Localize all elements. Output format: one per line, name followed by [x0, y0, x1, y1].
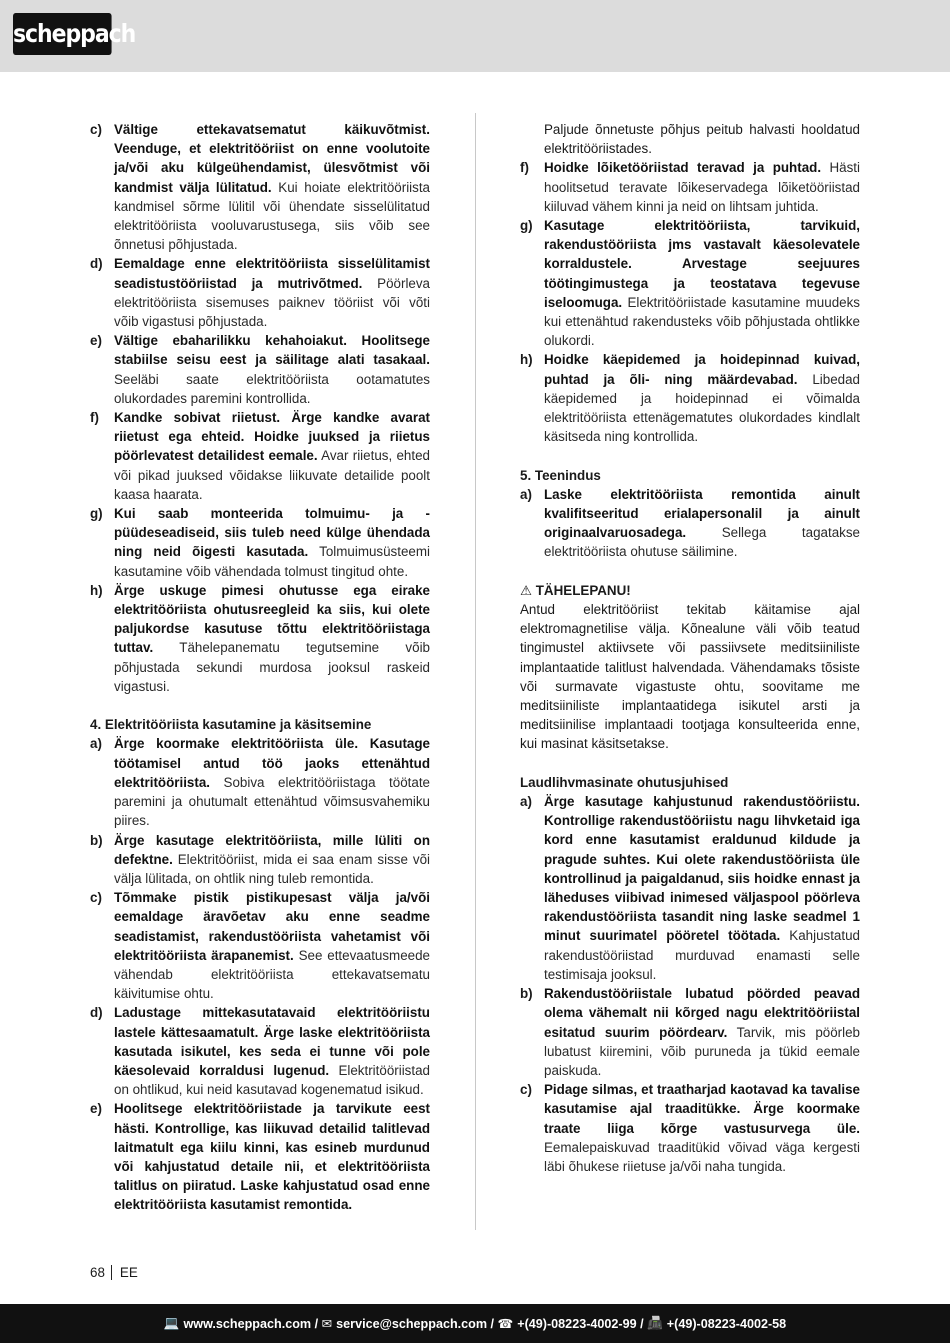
list-item: [90, 408, 430, 504]
item-body: [114, 120, 430, 254]
item-text: Pöörleva elektritööriista sisemuses paiknev tööriist või võti võib vigastusi põhjustada.: [114, 275, 431, 330]
item-label: c): [90, 122, 102, 137]
item-bold-text: Vältige ettekavatsematut käikuvõtmist. Veenduge, et elektritööriist on enne voolutoite ja/või aku külgeühendamist, ülesvõtmist või kandmist välja lülitatud.: [114, 122, 430, 195]
item-bold-text: Hoidke käepidemed ja hoidepinnad kuivad, puhtad ja õli- ning määrdevabad.: [544, 352, 860, 387]
item-body: [544, 485, 860, 562]
item-label: d): [90, 1005, 103, 1021]
item-text: Libedad käepidemed ja hoidepinnad ei võimalda elektritööriista ettenägematutes olukordades kindlalt käsitseda ning kontrollida.: [544, 371, 860, 445]
item-body: [114, 1003, 430, 1099]
warning-text: Antud elektritööriist tekitab käitamise ajal elektromagnetilise välja. Kõnealune väli võib teatud tingimustel aktiivsete või passiivsete meditsiiniliste implantaatide talitlust halvendada. Vähendamaks tõsiste või surmavate vigastuste ohtu, soovitame me meditsiiniliste implantaatidega isikutel arsti ja meditsiinilise implantaadi tootjaga konsulteerida enne, kui masinat käsitsetakse.: [520, 602, 860, 752]
item-label: g): [90, 506, 103, 522]
item-text: Eemalepaiskuvad traaditükid võivad väga kergesti läbi õhukese riietuse ja/või naha tungida.: [544, 1139, 860, 1174]
item-bold-text: Tõmmake pistik pistikupesast välja ja/või eemaldage äravõetav aku enne seadme seadistamist, rakendustööriista vahetamist või elektritööriista ärapanemist.: [114, 890, 430, 963]
item-text: Tolmuimusüsteemi kasutamine võib vähendada tolmust tingitud ohte.: [114, 544, 430, 579]
item-bold-text: Ärge kasutage elektritööriista, mille lüliti on defektne.: [114, 832, 430, 867]
list-item: [90, 888, 430, 1003]
fax-icon: 📠: [647, 1316, 663, 1330]
item-text: See ettevaatusmeede vähendab elektritööriista ettekavatsematu käivitumise ohtu.: [114, 947, 430, 1002]
item-bold-text: Ärge koormake elektritööriista üle. Kasutage töötamisel antud töö jaoks ettenähtud elektritööriista.: [114, 736, 430, 790]
column-divider: [475, 113, 476, 1230]
footer-email[interactable]: service@scheppach.com /: [336, 1316, 495, 1331]
footer-website[interactable]: www.scheppach.com /: [183, 1316, 319, 1331]
item-body: [114, 254, 430, 331]
list-item: [90, 331, 430, 408]
list-item: [90, 734, 430, 830]
item-bold-text: Ärge uskuge pimesi ohutusse ega eirake elektritööriista ohutusreegleid ka siis, kui olete paljukordse kasutuse tõttu elektritööriistaga tuttav.: [114, 582, 430, 656]
list-item: [90, 504, 430, 581]
item-bold-text: Vältige ebaharilikku kehahoiakut. Hoolitsege stabiilse seisu eest ja säilitage alati tasakaal.: [114, 333, 430, 368]
item-label: h): [90, 582, 103, 598]
page-number-separator: [111, 1265, 112, 1280]
mail-icon: ✉: [321, 1317, 333, 1331]
continuation-text: Paljude õnnetuste põhjus peitub halvasti hooldatud elektritööriistades.: [544, 122, 860, 157]
footer-fax: +(49)-08223-4002-58: [666, 1316, 787, 1331]
item-bold-text: Hoolitsege elektritööriistade ja tarvikute eest hästi. Kontrollige, kas liikuvad detailid talitlevad laitmatult ega kiilu kinni, kas esineb murdunud või kahjustatud detaile nii, et elektritööriista talitlus on piiratud. Laske kahjustatud osad enne elektritööriista kasutamist remontida.: [114, 1101, 430, 1213]
item-bold-text: Pidage silmas, et traatharjad kaotavad ka tavalise kasutamise ajal traaditükke. Ärge koormake traate liiga kõrge vastusurvega üle.: [544, 1082, 860, 1136]
item-label: e): [90, 1101, 102, 1117]
right-column: [520, 120, 860, 1176]
left-column: [90, 120, 430, 1215]
item-label: d): [90, 256, 103, 272]
list-item: [90, 581, 430, 696]
language-code: EE: [119, 1265, 138, 1280]
list-item: [520, 350, 860, 446]
list-item: [520, 1080, 860, 1176]
warning-icon: ⚠: [520, 582, 533, 598]
list-item: [520, 485, 860, 562]
list-item: [90, 831, 430, 889]
item-label: a): [520, 794, 532, 810]
list-item: [520, 158, 860, 216]
item-bold-text: Eemaldage enne elektritööriista sisselülitamist seadistustööriistad ja mutrivõtmed.: [114, 256, 430, 291]
item-text: Seeläbi saate elektritööriista ootamatutes olukordades paremini kontrollida.: [114, 371, 430, 406]
item-body: [544, 984, 860, 1080]
item-label: c): [520, 1082, 532, 1098]
item-body: [114, 734, 430, 830]
item-body: [544, 158, 860, 216]
item-body: [114, 888, 430, 1003]
item-text: Sellega tagatakse elektritööriista ohutuse säilimine.: [544, 525, 860, 560]
header-bar: [0, 0, 950, 72]
section-heading: Laudlihvmasinate ohutusjuhised: [520, 774, 729, 790]
item-body: [114, 331, 430, 408]
item-text: Elektritööriist, mida ei saa enam sisse või välja lülitada, on ohtlik ning tuleb remontida.: [114, 851, 430, 886]
item-bold-text: Ärge kasutage kahjustunud rakendustööriistu. Kontrollige rakendustööriistu nagu lihvketaid iga kord enne kasutamist eraldunud kildude ja pragude suhtes. Kui olete rakendustööriista üle kontrollinud ja paigaldanud, siis hoidke ennast ja läheduses viibivad inimesed väljaspool pöörleva rakendustööriista tasandit ning laske seadmel 1 minut suurimatel pööretel töötada.: [544, 794, 860, 944]
phone-icon: ☎: [497, 1317, 514, 1331]
page-number: [90, 1265, 138, 1280]
item-label: c): [90, 890, 102, 906]
item-text: Avar riietus, ehted või pikad juuksed võidakse liikuvate detailide poolt kaasa haarata.: [114, 448, 430, 502]
item-text: Hästi hoolitsetud teravate lõikeservadega lõiketööriistad kiiluvad vähem kinni ja neid on lihtsam juhtida.: [544, 160, 860, 214]
list-item: [520, 216, 860, 350]
item-body: [114, 1099, 430, 1214]
warning-title: TÄHELEPANU!: [535, 582, 631, 598]
page-number-value: 68: [90, 1265, 105, 1280]
item-body: [114, 408, 430, 504]
item-label: b): [90, 832, 103, 848]
list-item: [520, 984, 860, 1080]
item-text: Tarvik, mis pöörleb lubatust kiiremini, võib puruneda ja tükid eemale paiskuda.: [544, 1024, 860, 1078]
item-label: e): [90, 333, 102, 349]
item-body: [114, 581, 430, 696]
item-label: h): [520, 352, 533, 368]
item-text: Tähelepanematu tegutsemine võib põhjustada sekundi murdosa jooksul raskeid vigastusi.: [114, 640, 430, 694]
item-body: [544, 216, 860, 350]
list-item: [90, 120, 430, 254]
item-text: Elektritööriistad on ohtlikud, kui neid kasutavad kogenematud isikud.: [114, 1062, 430, 1098]
item-bold-text: Ladustage mittekasutatavaid elektritööriistu lastele kättesaamatult. Ärge laske elektritööriista kasutada isikutel, kes seda ei tunne või pole käesolevaid korraldusi lugenud.: [114, 1005, 430, 1078]
computer-icon: 💻: [163, 1316, 180, 1330]
item-body: [114, 504, 430, 581]
section-heading: 4. Elektritööriista kasutamine ja käsitsemine: [90, 717, 372, 733]
item-label: g): [520, 218, 533, 234]
footer-phone: +(49)-08223-4002-99 /: [517, 1316, 644, 1331]
section-heading: 5. Teenindus: [520, 467, 601, 483]
list-item: [520, 792, 860, 984]
item-text: Sobiva elektritööriistaga töötate paremini ja ohutumalt ettenähtud võimsusvahemiku piires.: [114, 774, 430, 829]
warning-heading: [520, 581, 860, 600]
item-text: Kahjustatud rakendustööriistad murduvad enamasti selle testimisaja jooksul.: [544, 928, 860, 982]
footer-bar: [0, 1304, 950, 1343]
item-label: b): [520, 986, 533, 1002]
item-bold-text: Kandke sobivat riietust. Ärge kandke avarat riietust ega ehteid. Hoidke juuksed ja riietus pöörlevatest detailidest eemale.: [114, 410, 430, 464]
item-label: f): [520, 160, 529, 176]
list-item: [90, 1003, 430, 1099]
item-bold-text: Rakendustööriistale lubatud pöörded peavad olema vähemalt nii kõrged nagu elektritööriistal esitatud suurim pöördearv.: [544, 986, 860, 1040]
item-label: a): [520, 486, 532, 502]
scheppach-logo: scheppach: [13, 13, 112, 55]
item-body: [544, 350, 860, 446]
item-text: Elektritööriistade kasutamine muudeks kui ettenähtud rakendusteks võib põhjustada ohtlikke olukordi.: [544, 294, 860, 349]
item-bold-text: Kasutage elektritööriista, tarvikuid, rakendustööriista jms vastavalt käesolevatele korraldustele. Arvestage seejuures töötingimustega ja teostatava tegevuse iseloomuga.: [544, 218, 860, 310]
item-label: a): [90, 736, 102, 752]
item-bold-text: Laske elektritööriista remontida ainult kvalifitseeritud erialapersonalil ja ainult originaalvaruosadega.: [544, 486, 860, 541]
item-bold-text: Kui saab monteerida tolmuimu- ja -püüdeseadiseid, siis tuleb need külge ühendada ning neid õigesti kasutada.: [114, 506, 430, 560]
item-label: f): [90, 410, 99, 426]
list-item: [90, 254, 430, 331]
item-body: [544, 792, 860, 984]
item-body: [544, 1080, 860, 1176]
item-text: Kui hoiate elektritööriista kandmisel sõrme lülitil või ühendate sisselülitatud elektritööriista vooluvarustusega, siis võib see õnnetusi põhjustada.: [114, 179, 431, 253]
item-body: [114, 831, 430, 889]
item-bold-text: Hoidke lõiketööriistad teravad ja puhtad.: [544, 160, 822, 176]
list-item: [90, 1099, 430, 1214]
